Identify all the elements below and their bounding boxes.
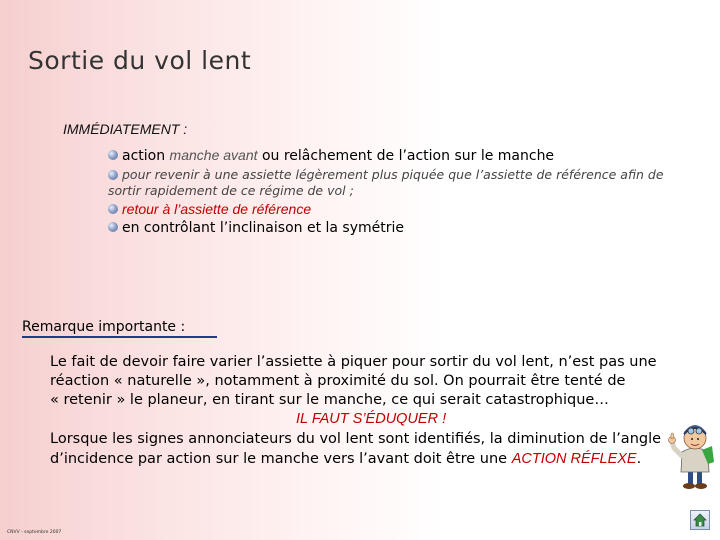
footer-credit: CNVV - septembre 2007	[7, 530, 62, 535]
bullet-2-line-1	[108, 167, 664, 182]
bullet-2-text-1: pour revenir à une assiette légèrement plus piquée que l’assiette de référence afin de	[122, 167, 664, 182]
bullet-4	[108, 220, 404, 236]
home-nav-button[interactable]	[690, 510, 710, 530]
bullet-dot-icon	[108, 222, 118, 232]
paragraph-warning: IL FAUT S’ÉDUQUER !	[296, 411, 447, 427]
bullet-1-emphasis: manche avant	[169, 147, 258, 163]
home-nav-icon	[691, 511, 709, 529]
paragraph-line-6	[50, 450, 641, 470]
remark-heading: Remarque importante :	[22, 319, 186, 335]
paragraph-line-2: réaction « naturelle », notamment à proximité du sol. On pourrait être tenté de	[50, 373, 626, 389]
bullet-2-line-2: sortir rapidement de ce régime de vol ;	[108, 183, 354, 198]
remark-underline	[22, 336, 217, 338]
bullet-1-pre: action	[122, 148, 170, 164]
paragraph-line-3: « retenir » le planeur, en tirant sur le manche, ce qui serait catastrophique…	[50, 392, 609, 408]
paragraph-line-6-post: .	[636, 451, 642, 467]
bullet-dot-icon	[108, 204, 118, 214]
action-reflexe-emphasis: ACTION RÉFLEXE	[511, 451, 637, 467]
slide-title: Sortie du vol lent	[28, 46, 252, 75]
pilot-mascot-icon	[668, 418, 718, 490]
section-heading: IMMÉDIATEMENT :	[63, 121, 188, 137]
paragraph-line-5: Lorsque les signes annonciateurs du vol lent sont identifiés, la diminution de l’angle	[50, 431, 662, 447]
bullet-1-post: ou relâchement de l’action sur le manche	[257, 148, 555, 164]
bullet-3	[108, 201, 311, 218]
bullet-3-text: retour à l’assiette de référence	[122, 201, 312, 217]
bullet-dot-icon	[108, 150, 118, 160]
bullet-dot-icon	[108, 170, 118, 180]
paragraph-line-6-pre: d’incidence par action sur le manche vers l’avant doit être une	[50, 451, 512, 467]
bullet-4-text: en contrôlant l’inclinaison et la symétrie	[122, 220, 405, 236]
bullet-1	[108, 147, 554, 164]
paragraph-line-1: Le fait de devoir faire varier l’assiette à piquer pour sortir du vol lent, n’est pas une	[50, 354, 657, 370]
